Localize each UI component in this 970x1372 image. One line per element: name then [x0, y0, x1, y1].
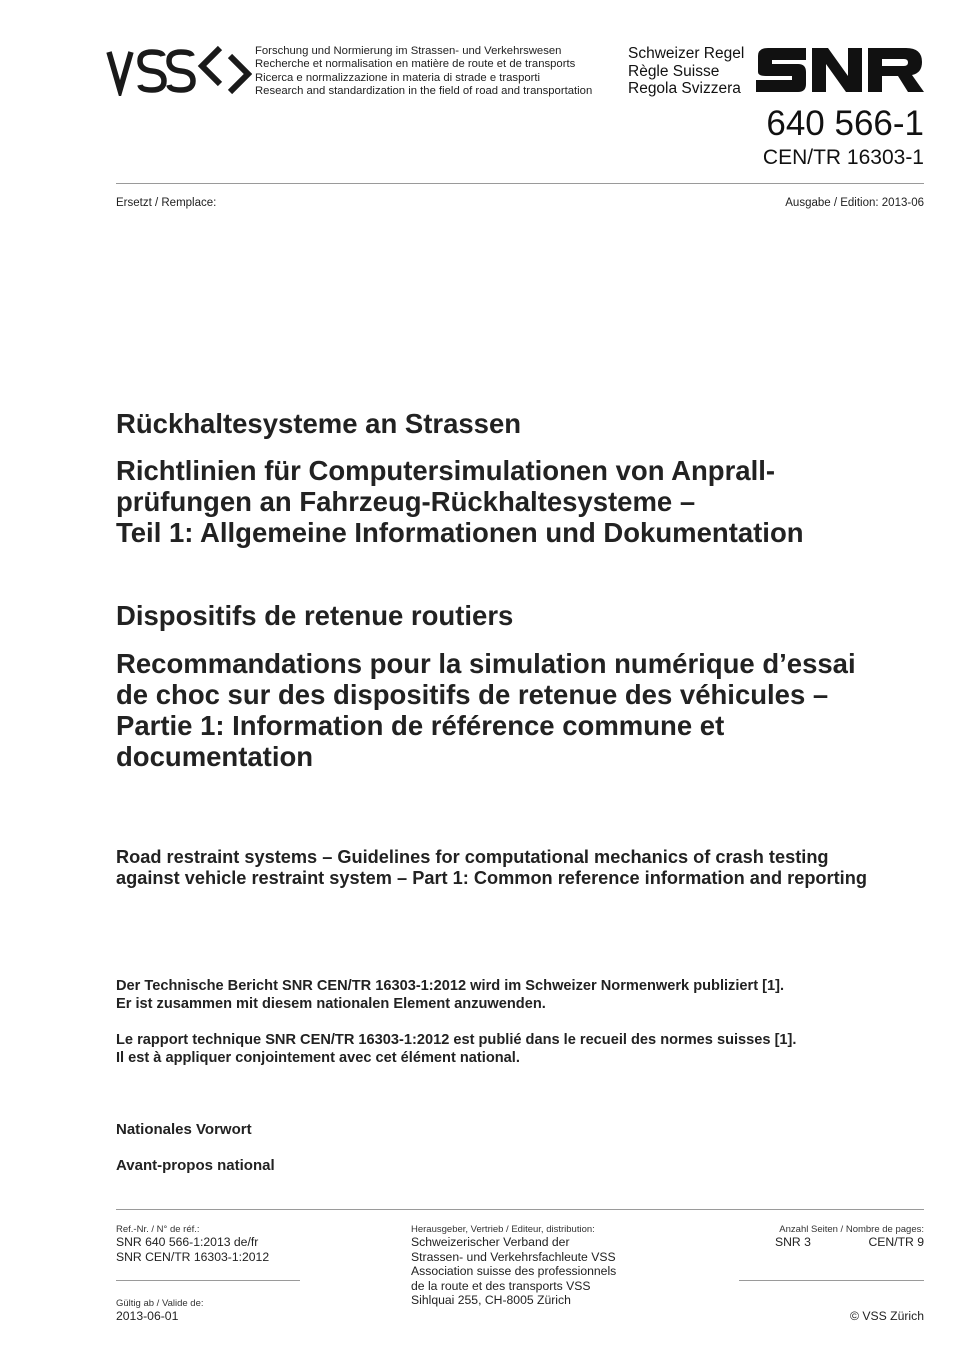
- vss-description-line: Research and standardization in the field of road and transportation: [255, 85, 593, 98]
- copyright: © VSS Zürich: [850, 1309, 924, 1323]
- note-de-line: Er ist zusammen mit diesem nationalen Element anzuwenden.: [116, 996, 546, 1012]
- replaces-label: Ersetzt / Remplace:: [116, 197, 217, 209]
- foreword-fr: Avant-propos national: [116, 1157, 275, 1174]
- pages-cen: CEN/TR 9: [868, 1235, 924, 1249]
- title-en-line: Road restraint systems – Guidelines for computational mechanics of crash testing: [116, 847, 829, 867]
- pages-divider: [739, 1280, 924, 1281]
- vss-logo: [106, 44, 252, 96]
- ref-divider: [116, 1280, 300, 1281]
- note-de-line: Der Technische Bericht SNR CEN/TR 16303-1:2012 wird im Schweizer Normenwerk publiziert [1].: [116, 978, 785, 994]
- pages-snr: SNR 3: [775, 1235, 811, 1249]
- note-fr-line: Le rapport technique SNR CEN/TR 16303-1:2012 est publié dans le recueil des normes suisses [1].: [116, 1032, 797, 1048]
- edition-label: Ausgabe / Edition: 2013-06: [785, 197, 924, 209]
- vss-description-line: Forschung und Normierung im Strassen- und Verkehrswesen: [255, 45, 562, 57]
- vss-description: [255, 45, 592, 99]
- note-fr-line: Il est à appliquer conjointement avec cet élément national.: [116, 1050, 520, 1066]
- title-fr-main: Dispositifs de retenue routiers: [116, 600, 514, 631]
- publisher-line: Strassen- und Verkehrsfachleute VSS: [411, 1249, 616, 1264]
- note-de: [116, 977, 784, 1013]
- vss-description-line: Ricerca e normalizzazione in materia di strade e trasporti: [255, 71, 541, 84]
- title-fr-sub-line: de choc sur des dispositifs de retenue des véhicules –: [116, 679, 829, 710]
- title-de-sub-line: Teil 1: Allgemeine Informationen und Dokumentation: [116, 517, 804, 548]
- regel-line-fr: Règle Suisse: [628, 62, 720, 80]
- header-divider: [116, 183, 924, 184]
- publisher-line: Sihlquai 255, CH-8005 Zürich: [411, 1293, 571, 1308]
- publisher-line: Schweizerischer Verband der: [411, 1235, 570, 1249]
- publisher-label: Herausgeber, Vertrieb / Editeur, distribution:: [411, 1224, 595, 1235]
- publisher-address: [411, 1235, 616, 1308]
- valid-value: 2013-06-01: [116, 1309, 179, 1323]
- vss-description-line: Recherche et normalisation en matière de route et de transports: [255, 58, 576, 71]
- publisher-line: Association suisse des professionnels: [411, 1264, 617, 1279]
- footer-divider: [116, 1209, 924, 1210]
- title-de-main: Rückhaltesysteme an Strassen: [116, 408, 522, 439]
- regel-line-it: Regola Svizzera: [628, 80, 741, 97]
- regel-line-de: Schweizer Regel: [628, 45, 745, 62]
- ref-values: [116, 1235, 269, 1264]
- cen-number: CEN/TR 16303-1: [762, 146, 924, 169]
- foreword-de: Nationales Vorwort: [116, 1121, 252, 1138]
- ref-value: SNR 640 566-1:2013 de/fr: [116, 1235, 259, 1249]
- title-de-sub-line: Richtlinien für Computersimulationen von Anprall-: [116, 455, 776, 486]
- title-en-line: against vehicle restraint system – Part 1: Common reference information and reporting: [116, 868, 867, 888]
- valid-label: Gültig ab / Valide de:: [116, 1298, 204, 1309]
- title-de-sub: [116, 455, 804, 548]
- title-en: [116, 847, 867, 889]
- title-de-sub-line: prüfungen an Fahrzeug-Rückhaltesysteme –: [116, 486, 696, 517]
- note-fr: [116, 1031, 796, 1067]
- snr-logo: [756, 46, 924, 94]
- regel-label: [628, 45, 744, 98]
- title-fr-sub-line: Recommandations pour la simulation numérique d’essai: [116, 648, 856, 679]
- ref-value: SNR CEN/TR 16303-1:2012: [116, 1249, 270, 1264]
- title-fr-sub: [116, 648, 856, 772]
- title-fr-sub-line: documentation: [116, 741, 314, 772]
- title-fr-sub-line: Partie 1: Information de référence commune et: [116, 710, 725, 741]
- standard-number: 640 566-1: [766, 104, 924, 143]
- pages-label: Anzahl Seiten / Nombre de pages:: [779, 1224, 924, 1235]
- publisher-line: de la route et des transports VSS: [411, 1278, 591, 1293]
- ref-label: Ref.-Nr. / N° de réf.:: [116, 1224, 200, 1235]
